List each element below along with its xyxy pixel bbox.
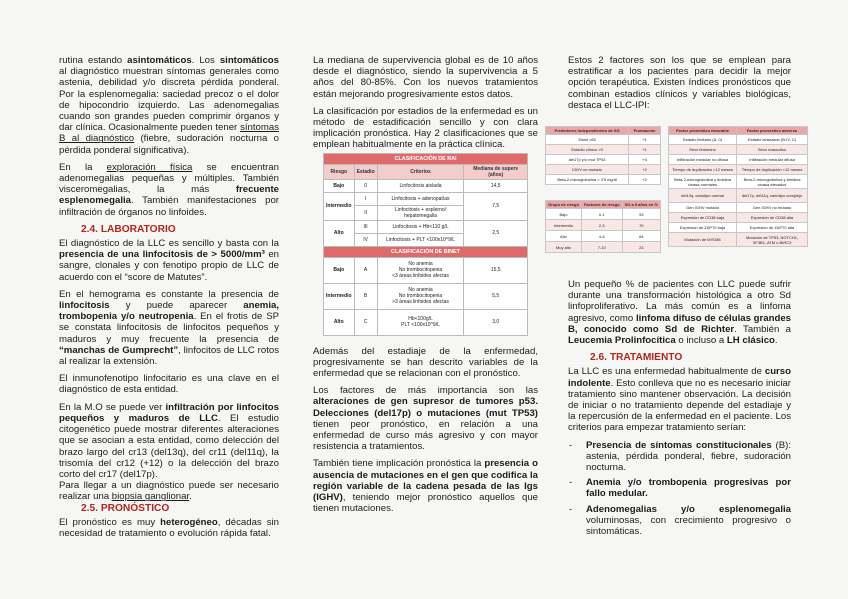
table-cell: Bajo	[324, 179, 355, 192]
table-cell: Tiempo de duplicación <12 meses	[737, 165, 808, 175]
paragraph-bone-marrow: En la M.O se puede ver infiltración por linfocitos pequeños y maduros de LLC. El estudio citogenético puede mostrar diferentes alteraciones que se asocian a esta entidad, como delección del brazo largo del cr13 (del13q), del cr11 (del11q), la trisomía del cr12 (+12) o la delección del brazo corto del cr17 (del17p).	[59, 401, 279, 480]
table-cell: Estadio clínico >0	[546, 145, 629, 155]
table-cell: Mutación de MYD88	[669, 233, 737, 247]
table-cell: Infiltración medular no difusa	[669, 155, 737, 165]
table-cell: 5,5	[464, 283, 528, 309]
paragraph-survival: La mediana de supervivencia global es de 10 años desde el diagnóstico, siendo la supervivencia a 5 años del 80-85%. Con los nuevos tratamientos están mejorando progresivamente estos datos.	[313, 55, 538, 100]
table-cell: Expresión de CD38 baja	[669, 213, 737, 223]
table-cell: Expresión de ZAP70 baja	[669, 223, 737, 233]
table-cell: 3,0	[464, 309, 528, 335]
table-cell: 2,5	[464, 220, 528, 246]
table-cell: Linfocitosis + esplerno/ hepatomegalia	[377, 205, 464, 220]
table-cell: Linfocitosis + adenopatías	[377, 192, 464, 205]
table-cell: Mutación de TP53, NOTCH1, SF3B1, ATM o BIRC3	[737, 233, 808, 247]
table-cell: A	[354, 257, 377, 283]
table-cell: 2-3	[581, 220, 622, 231]
column-right	[568, 55, 791, 117]
table-cell: 0	[354, 179, 377, 192]
table-cell: IGHV no mutado	[546, 165, 629, 175]
table-cell: 14,5	[464, 179, 528, 192]
table-cell: IV	[354, 233, 377, 246]
table-cell: Sexo femenino	[669, 145, 737, 155]
table-cell: Linfocitosis + Hb<110 g/L	[377, 220, 464, 233]
table-cell: 7,5	[464, 192, 528, 220]
table-cell: Tiempo de duplicación >12 meses	[669, 165, 737, 175]
table-cell: B	[354, 283, 377, 309]
table-header: Factor pronóstico favorable	[669, 127, 737, 135]
paragraph-prognosis: El pronóstico es muy heterogéneo, décadas sin necesidad de tratamiento o evolución rápida fatal.	[59, 516, 279, 539]
table-cell: Beta-2-microglobulina > 3'5 mg/dl	[546, 175, 629, 185]
paragraph-immunophenotype: El inmunofenotipo linfocitario es una clave en el diagnóstico de esta entidad.	[59, 373, 279, 396]
table-header: Estadio	[354, 164, 377, 179]
table-header: Criterios	[377, 164, 464, 179]
table-cell: 15,5	[464, 257, 528, 283]
table-cell: Intermedio	[324, 192, 355, 220]
paragraph-physical-exam: En la exploración física se encuentran adenomegalias pequeñas y múltiples. También visceromegalias, la más frecuente esplenomegalia. También manifestaciones por infiltración de órganos no linfoides.	[59, 161, 279, 218]
table-cell: Intermedio	[324, 283, 355, 309]
table-cell: No anemia No trombocitopenia >3 áreas linfoides afectas	[377, 283, 464, 309]
table-cell: 0-1	[581, 209, 622, 220]
paragraph-diagnosis: El diagnóstico de la LLC es sencillo y basta con la presencia de una linfocitosis de > 5000/mm³ en sangre, clonales y con fenotipo propio de LLC de acuerdo con el “score de Matutes”.	[59, 238, 279, 283]
table-cell: No anemia No trombocitopenia <3 áreas linfoides afectas	[377, 257, 464, 283]
table-cell: Expresión de CD38 alta	[737, 213, 808, 223]
paragraph-variables: Además del estadiaje de la enfermedad, progresivamente se han descrito variables de la enfermedad que se relacionan con el pronóstico.	[313, 345, 538, 380]
table-header: Factor pronóstico adverso	[737, 127, 808, 135]
binet-title: CLASIFICACIÓN DE BINET	[324, 246, 528, 257]
paragraph-hemogram: En el hemograma es constante la presencia de linfocitosis y puede aparecer anemia, trombopenia y/o neutropenia. En el frotis de SP se constata linfocitosis de linfocitos pequeños y maduros y muy frecuente la presencia de “manchas de Gumprecht”, linfocitos de LLC rotos al realizar la extensión.	[59, 288, 279, 368]
paragraph-p53: Los factores de más importancia son las alteraciones de gen supresor de tumores p53. Delecciones (del17p) o mutaciones (mut TP53) tienen peor pronóstico, en relación a una enfermedad de curso más agresivo y con mayor resistencia a tratamientos.	[313, 385, 538, 453]
table-cell: Linfocitosis + PLT <100x10^9/L	[377, 233, 464, 246]
table-cell: +1	[629, 145, 661, 155]
table-cell: Gen IGHV no mutado	[737, 203, 808, 213]
prognostic-factors-table	[668, 126, 808, 247]
table-cell: 7-10	[581, 242, 622, 253]
section-heading-laboratorio: 2.4. LABORATORIO	[81, 223, 176, 235]
table-cell: Alto	[546, 231, 582, 242]
table-cell: Estadio avanzado (B-IV, C)	[737, 135, 808, 145]
section-heading-pronostico: 2.5. PRONÓSTICO	[81, 502, 170, 514]
table-cell: Hb<100g/L PLT <100x10^9/L	[377, 309, 464, 335]
list-item: - Adenomegalias y/o esplenomegalia voluminosas, con crecimiento progresivo o sintomáticas.	[586, 504, 791, 538]
paragraph-staging: La clasificación por estadios de la enfermedad es un método de estadificación sencillo y con clara implicación pronóstica. Hay 2 clasificaciones que se emplean habitualmente en la práctica clínica.	[313, 105, 538, 151]
paragraph-richter: Un pequeño % de pacientes con LLC puede sufrir durante una transformación histológica a otro Sd linfoproliferativo. La más común es a linfoma agresivo, como linfoma difuso de células grandes B, conocido como Sd de Richter. También a Leucemia Prolinfocítica o incluso a LH clásico.	[568, 279, 792, 347]
table-cell: Estadio limitado (A, 0)	[669, 135, 737, 145]
paragraph-biopsy: Para llegar a un diagnóstico puede ser necesario realizar una biopsia ganglionar.	[59, 480, 279, 503]
table-cell: III	[354, 220, 377, 233]
table-cell: del17p, del11q, cariotipo complejo	[737, 189, 808, 203]
table-cell: Alto	[324, 309, 355, 335]
column-middle	[313, 55, 538, 520]
table-cell: Muy alto	[546, 242, 582, 253]
table-cell: II	[354, 205, 377, 220]
table-header: Puntuación	[629, 127, 661, 135]
table-cell: Beta-2-microglobulina y timidina cinasa normales	[669, 175, 737, 189]
table-cell: del13q, cariotipo normal	[669, 189, 737, 203]
table-cell: Sexo masculino	[737, 145, 808, 155]
table-cell: +2	[629, 165, 661, 175]
paragraph-symptoms: rutina estando asintomáticos. Los sintomáticos al diagnóstico muestran síntomas generales como astenia, debilidad y/o discreta pérdida ponderal. Por la esplenomegalia: saciedad precoz o el dolor de hipocondrio izquierdo. Las adenomegalias cuando son grandes pueden comprimir órganos y dar clínica. Ocasionalmente pueden tener síntomas B al diagnóstico (fiebre, sudoración nocturna o pérdida ponderal significativa).	[59, 55, 280, 156]
table-cell: 79	[622, 220, 660, 231]
table-cell: I	[354, 192, 377, 205]
table-cell: +2	[629, 175, 661, 185]
table-cell: +4	[629, 155, 661, 165]
table-cell: Edad >65	[546, 135, 629, 145]
paragraph-ighv: También tiene implicación pronóstica la presencia o ausencia de mutaciones en el gen que codifica la región variable de la cadena pesada de las Igs (IGHV), teniendo mejor pronóstico aquellos que tienen mutaciones.	[313, 458, 539, 515]
table-cell: 4-6	[581, 231, 622, 242]
rai-title: CLASIFICACIÓN DE RAI	[324, 153, 528, 164]
list-item: - Anemia y/o trombopenia progresivas por fallo medular.	[586, 477, 791, 499]
table-cell: Expresión de ZAP70 alta	[737, 223, 808, 233]
table-cell: Beta-2-microglobulina y timidina cinasa elevados	[737, 175, 808, 189]
rai-binet-table	[323, 153, 528, 336]
column-left	[59, 55, 279, 545]
column-right-lower	[568, 279, 791, 541]
paragraph-llc-ipi: Estos 2 factores son los que se emplean para estratificar a los pacientes para decidir la mejor opción terapéutica. Existen índices pronósticos que combinan estadios clínicos y variables biológicas, destaca el LLC-IPI:	[568, 55, 791, 111]
table-header: Mediana de superv (años)	[464, 164, 528, 179]
table-header: SG a 5 años en %	[622, 201, 660, 209]
table-header: Riesgo	[324, 164, 355, 179]
table-cell: Linfocitosis aislada	[377, 179, 464, 192]
table-cell: del17p y/o mut TP53	[546, 155, 629, 165]
llc-ipi-table	[545, 126, 661, 185]
table-cell: 64	[622, 231, 660, 242]
table-cell: 23	[622, 242, 660, 253]
table-cell: Alto	[324, 220, 355, 246]
table-header: Predictores independientes de SG	[546, 127, 629, 135]
table-cell: Bajo	[324, 257, 355, 283]
table-header: Factores de riesgo	[581, 201, 622, 209]
table-cell: 93	[622, 209, 660, 220]
section-heading-tratamiento: 2.6. TRATAMIENTO	[590, 352, 683, 364]
table-cell: Infiltración medular difusa	[737, 155, 808, 165]
risk-group-table	[545, 200, 661, 253]
table-cell: Intermedio	[546, 220, 582, 231]
paragraph-treatment: La LLC es una enfermedad habitualmente de curso indolente. Esto conlleva que no es necesario iniciar tratamiento sino mantener observación. La decisión de iniciar o no tratamiento depende del estadiaje y la repercusión de la enfermedad en el paciente. Los criterios para empezar tratamiento serían:	[568, 366, 791, 434]
table-header: Grupo de riesgo	[546, 201, 582, 209]
table-cell: +1	[629, 135, 661, 145]
treatment-criteria-list	[568, 440, 791, 538]
table-cell: Gen IGHV mutado	[669, 203, 737, 213]
list-item: - Presencia de síntomas constitucionales (B): astenia, pérdida ponderal, fiebre, sudoración nocturna.	[586, 440, 791, 474]
table-cell: C	[354, 309, 377, 335]
table-cell: Bajo	[546, 209, 582, 220]
